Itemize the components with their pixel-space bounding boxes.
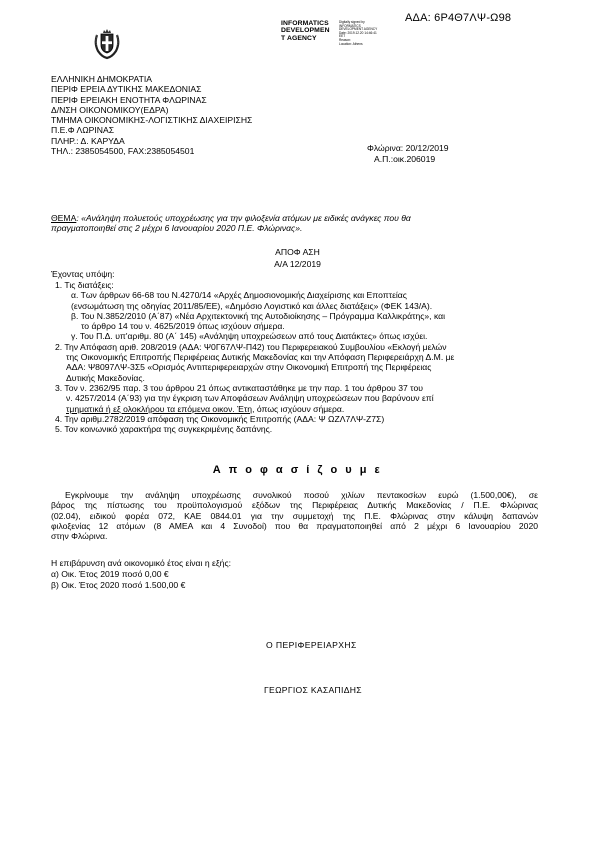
list-item: Δυτικής Μακεδονίας.	[66, 372, 145, 383]
header-line: ΤΜΗΜΑ ΟΙΚΟΝΟΜΙΚΗΣ-ΛΟΓΙΣΤΙΚΗΣ ΔΙΑΧΕΙΡΙΣΗΣ	[51, 115, 253, 126]
list-item	[51, 404, 541, 414]
fine-line: Location: Athens	[339, 41, 363, 46]
list-item: ΑΔΑ: Ψ8097ΛΨ-3Σ5 «Ορισμός Αντιπεριφερειαρχών στην Οικονομική Επιτροπή της Περιφέρειας	[66, 362, 432, 373]
header-line: Π.Ε.Φ ΛΩΡΙΝΑΣ	[51, 125, 115, 136]
list-item: α. Των άρθρων 66-68 του Ν.4270/14 «Αρχές Δημοσιονομικής Διαχείρισης και Εποπτείας	[71, 290, 407, 301]
agency-line: DEVELOPMEN	[281, 27, 330, 35]
budget-line: α) Οικ. Έτος 2019 ποσό 0,00 €	[51, 569, 169, 579]
header-line: ΕΛΛΗΝΙΚΗ ΔΗΜΟΚΡΑΤΙΑ	[51, 74, 152, 84]
body-line: φιλοξενίας 12 ατόμων (8 ΑΜΕΑ και 4 Συνοδοί) που θα πραγματοποιηθεί από 2 μέχρι 6 Ιανουαρίου 2020	[51, 520, 538, 531]
document-date: Φλώρινα: 20/12/2019	[367, 143, 449, 153]
list-item: 4. Την αριθμ.2782/2019 απόφαση της Οικονομικής Επιτροπής (ΑΔΑ: Ψ ΩΖΛ7ΛΨ-Ζ7Σ)	[55, 413, 385, 424]
list-item: 3. Τον ν. 2362/95 παρ. 3 του άρθρου 21 όπως αντικαταστάθηκε με την παρ. 1 του άρθρου 37 του	[55, 382, 423, 393]
header-line: ΠΛΗΡ.: Δ. ΚΑΡΥΔΑ	[51, 135, 125, 146]
budget-line: β) Οικ. Έτος 2020 ποσό 1.500,00 €	[51, 580, 186, 590]
fine-line: DEVELOPMENT AGENCY	[339, 27, 378, 32]
fine-line: Date: 2019.12.20 14:46:41	[339, 30, 377, 35]
decision-number: Α/Α 12/2019	[274, 259, 321, 269]
decision-body	[51, 490, 538, 541]
list-item: γ. Του Π.Δ. υπ'αριθμ. 80 (Α΄ 145) «Ανάληψη υποχρεώσεων από τους Διατάκτες» όπως ισχύει.	[71, 331, 428, 342]
subject-text: : «Ανάληψη πολυετούς υποχρέωσης για την φιλοξενία ατόμων με ειδικές ανάγκες που θα	[76, 213, 411, 223]
agency-line: T AGENCY	[281, 34, 317, 42]
considering-heading: Έχοντας υπόψη:	[51, 269, 115, 279]
body-line: (02.04), ειδικού φορέα 072, ΚΑΕ 0844.01 για την συμμετοχή της Π.Ε. Φλώρινας στην κάλυψη δαπανών	[51, 510, 538, 521]
header-line: ΠΕΡΙΦ ΕΡΕΙΑ ΔΥΤΙΚΗΣ ΜΑΚΕΔΟΝΙΑΣ	[51, 84, 202, 95]
fine-line: INFORMATICS	[339, 23, 361, 28]
list-item: 5. Τον κοινωνικό χαρακτήρα της συγκεκριμένης δαπάνης.	[55, 424, 273, 435]
list-item: (ενσωμάτωση της οδηγίας 2011/85/ΕΕ), «Δημόσιο Λογιστικό και άλλες διατάξεις» (ΦΕΚ 143/Α).	[71, 300, 433, 311]
subject	[51, 213, 531, 234]
signer-name: ΓΕΩΡΓΙΟΣ ΚΑΣΑΠΙΔΗΣ	[264, 685, 362, 695]
agency-line: INFORMATICS	[281, 20, 329, 27]
signer-title: Ο ΠΕΡΙΦΕΡΕΙΑΡΧΗΣ	[266, 640, 357, 650]
body-line: στην Φλώρινα.	[51, 531, 108, 542]
subject-label: ΘΕΜΑ	[51, 213, 77, 223]
header-line: Δ/ΝΣΗ ΟΙΚΟΝΟΜΙΚΟΥ(ΕΔΡΑ)	[51, 104, 169, 115]
fine-line: Reason:	[339, 37, 351, 42]
list-item: 1. Τις διατάξεις:	[55, 280, 114, 290]
considerations-list	[51, 280, 541, 434]
list-item: της Οικονομικής Επιτροπής Περιφέρειας Δυτικής Μακεδονίας και την Απόφαση Περιφερειάρχη Δ.Μ. με	[66, 352, 455, 363]
hellenic-emblem-icon	[93, 26, 121, 60]
budget-intro: Η επιβάρυνση ανά οικονομικό έτος είναι η εξής:	[51, 558, 231, 568]
signature-agency-label	[281, 20, 330, 42]
protocol-number: Α.Π.:οικ.206019	[374, 154, 436, 164]
header-line: ΤΗΛ.: 2385054500, FAX:2385054501	[51, 146, 195, 157]
list-item: ν. 4257/2014 (Α΄93) για την έγκριση των Αποφάσεων Ανάληψη υποχρεώσεων που βαρύνουν επί	[66, 393, 434, 404]
issuer-header	[51, 74, 531, 156]
underlined-text: τμηματικά ή εξ ολοκλήρου τα επόμενα οικον. Έτη	[66, 403, 253, 414]
text: , όπως ισχύουν σήμερα.	[252, 403, 345, 414]
header-line: ΠΕΡΙΦ ΕΡΕΙΑΚΗ ΕΝΟΤΗΤΑ ΦΛΩΡΙΝΑΣ	[51, 94, 207, 105]
fine-line: Digitally signed by	[339, 20, 365, 24]
body-line: βάρος της πίστωσης του προϋπολογισμού εξόδων της Περιφέρειας Δυτικής Μακεδονίας / Π.Ε. Φλώρινας	[51, 500, 538, 511]
subject-text: πραγματοποιηθεί στις 2 μέχρι 6 Ιανουαρίου 2020 Π.Ε. Φλώρινας».	[51, 223, 303, 234]
ada-code: ΑΔΑ: 6Ρ4Θ7ΛΨ-Ω98	[405, 12, 512, 24]
body-line: Εγκρίνουμε την ανάληψη υποχρέωσης συνολικού ποσού χιλίων πεντακοσίων ευρώ (1.500,00€), σε	[65, 490, 538, 500]
list-item: β. Του Ν.3852/2010 (Α΄87) «Νέα Αρχιτεκτονική της Αυτοδιοίκησης – Πρόγραμμα Καλλικράτης», και	[71, 310, 446, 321]
list-item: 2. Την Απόφαση αριθ. 208/2019 (ΑΔΑ: Ψ0Γ67ΛΨ-Π42) του Περιφερειακού Συμβουλίου «Εκλογή μελών	[55, 341, 447, 352]
list-item: το άρθρο 14 του ν. 4625/2019 όπως ισχύουν σήμερα.	[81, 321, 285, 332]
decision-title: ΑΠΟΦ ΑΣΗ	[275, 247, 320, 257]
fine-line: EET	[339, 34, 346, 39]
digital-signature-fine-print	[339, 21, 381, 46]
decide-heading: Α π ο φ α σ ί ζ ο υ μ ε	[212, 464, 383, 476]
